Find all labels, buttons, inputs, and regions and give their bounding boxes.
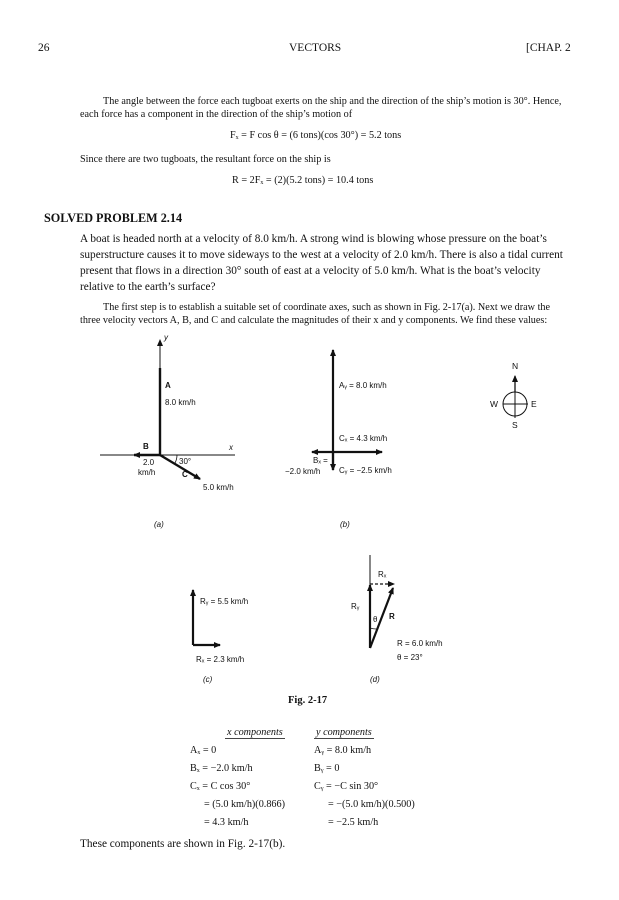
y-row-5: = −2.5 km/h bbox=[328, 817, 379, 828]
y-row-2: Bᵧ = 0 bbox=[314, 763, 340, 774]
b-Cx-label: Cₓ = 4.3 km/h bbox=[339, 434, 388, 443]
problem-line-4: relative to the earth’s surface? bbox=[80, 281, 216, 293]
a-angle-arc bbox=[175, 455, 177, 463]
a-A-label: A bbox=[165, 381, 171, 390]
y-row-3: Cᵧ = −C sin 30° bbox=[314, 781, 379, 792]
a-B-label: B bbox=[143, 442, 149, 451]
problem-line-1: A boat is headed north at a velocity of 8.0 km/h. A strong wind is blowing whose pressure on the boat’s bbox=[80, 233, 547, 245]
x-components-header: x components bbox=[227, 727, 283, 738]
b-Bx-label-1: Bₓ = bbox=[313, 456, 328, 465]
a-x-label: x bbox=[229, 443, 233, 452]
d-caption: (d) bbox=[370, 675, 380, 684]
a-C-value: 5.0 km/h bbox=[203, 483, 234, 492]
x-row-4: = (5.0 km/h)(0.866) bbox=[204, 799, 286, 810]
intro-line-2: each force has a component in the direction of the ship’s motion of bbox=[80, 109, 353, 120]
compass-W: W bbox=[490, 399, 499, 409]
a-angle-label: 30° bbox=[179, 457, 192, 466]
equation-fx: Fₓ = F cos θ = (6 tons)(cos 30°) = 5.2 tons bbox=[230, 130, 402, 141]
a-B-value-1: 2.0 bbox=[143, 458, 155, 467]
compass-E: E bbox=[531, 399, 537, 409]
a-y-label: y bbox=[164, 333, 168, 342]
chapter-label: [CHAP. 2 bbox=[526, 42, 571, 54]
x-row-1: Aₓ = 0 bbox=[190, 745, 217, 756]
x-row-5: = 4.3 km/h bbox=[204, 817, 249, 828]
b-Cy-label: Cᵧ = −2.5 km/h bbox=[339, 466, 392, 475]
figure-caption: Fig. 2-17 bbox=[288, 695, 328, 706]
d-R-label: R bbox=[389, 612, 395, 621]
x-row-2: Bₓ = −2.0 km/h bbox=[190, 763, 253, 774]
solution-line-2: three velocity vectors A, B, and C and calculate the magnitudes of their x and y components. We find these values: bbox=[80, 315, 548, 326]
solution-line-1: The first step is to establish a suitable set of coordinate axes, such as shown in Fig. 2-17(a). Next we draw the bbox=[103, 302, 551, 313]
compass-rose bbox=[503, 376, 528, 418]
b-Bx-label-2: −2.0 km/h bbox=[285, 467, 321, 476]
a-caption: (a) bbox=[154, 520, 164, 529]
problem-heading: SOLVED PROBLEM 2.14 bbox=[44, 211, 183, 225]
running-title: VECTORS bbox=[289, 42, 342, 54]
figure-a-vectors bbox=[100, 340, 235, 479]
x-row-3: Cₓ = C cos 30° bbox=[190, 781, 251, 792]
compass-N: N bbox=[512, 361, 519, 371]
c-caption: (c) bbox=[203, 675, 213, 684]
a-C-label: C bbox=[182, 470, 188, 479]
a-B-value-2: km/h bbox=[138, 468, 156, 477]
d-Rx-label: Rₓ bbox=[378, 570, 387, 579]
d-R-value: R = 6.0 km/h bbox=[397, 639, 443, 648]
y-components-header: y components bbox=[316, 727, 372, 738]
page-number: 26 bbox=[38, 42, 50, 54]
closing-line: These components are shown in Fig. 2-17(b). bbox=[80, 838, 286, 850]
figure-d-vectors bbox=[370, 555, 394, 648]
b-Ay-label: Aᵧ = 8.0 km/h bbox=[339, 381, 387, 390]
d-theta-label: θ bbox=[373, 615, 378, 624]
figure-b-vectors bbox=[312, 350, 382, 470]
intro-line-3: Since there are two tugboats, the resultant force on the ship is bbox=[80, 154, 331, 165]
y-row-4: = −(5.0 km/h)(0.500) bbox=[328, 799, 415, 810]
c-Rx-label: Rₓ = 2.3 km/h bbox=[196, 655, 245, 664]
c-Ry-label: Rᵧ = 5.5 km/h bbox=[200, 597, 249, 606]
d-theta-value: θ = 23° bbox=[397, 653, 423, 662]
problem-line-3: present that flows in a direction 30° south of east at a velocity of 5.0 km/h. What is the boat’s velocity bbox=[80, 265, 541, 277]
a-A-value: 8.0 km/h bbox=[165, 398, 196, 407]
equation-r: R = 2Fₓ = (2)(5.2 tons) = 10.4 tons bbox=[232, 175, 374, 186]
compass-S: S bbox=[512, 420, 518, 430]
y-row-1: Aᵧ = 8.0 km/h bbox=[314, 745, 372, 756]
b-caption: (b) bbox=[340, 520, 350, 529]
intro-line-1: The angle between the force each tugboat exerts on the ship and the direction of the ship’s motion is 30°. Hence, bbox=[103, 96, 562, 107]
problem-line-2: superstructure causes it to move sideways to the west at a velocity of 2.0 km/h. There is also a tidal current bbox=[80, 249, 563, 261]
d-Ry-label: Rᵧ bbox=[351, 602, 360, 611]
